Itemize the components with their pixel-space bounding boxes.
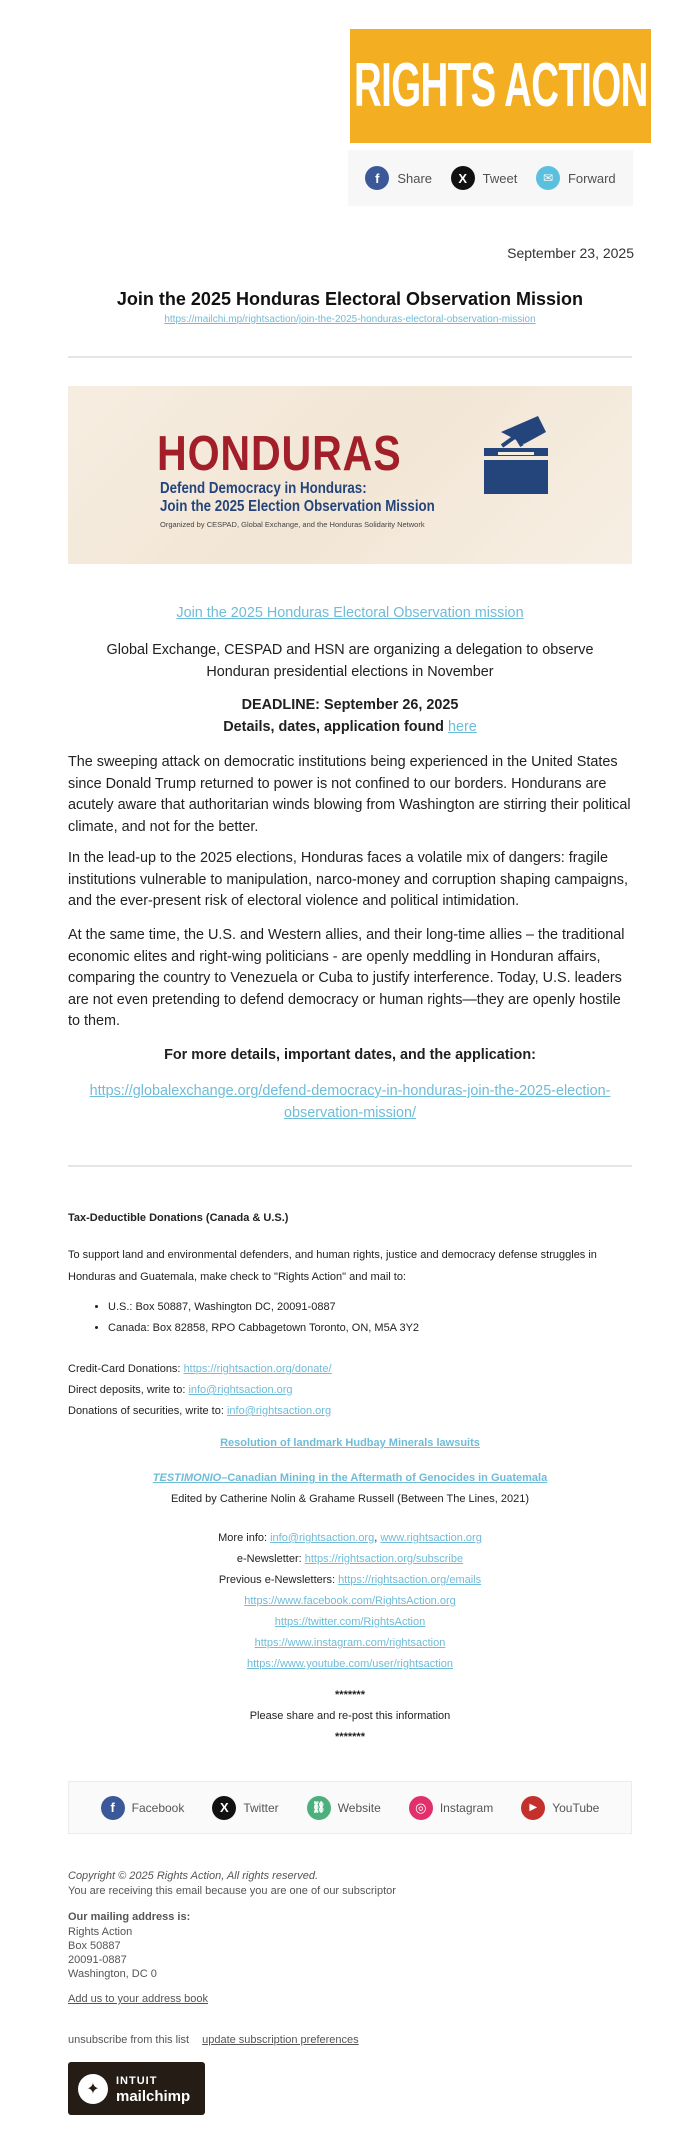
- address-line: Box 50887: [68, 1940, 121, 1952]
- mail-icon: ✉: [536, 166, 560, 190]
- intro-text: Global Exchange, CESPAD and HSN are organizing a delegation to observe Honduran presidential elections in November: [106, 642, 594, 680]
- email-title: Join the 2025 Honduras Electoral Observation Mission: [116, 289, 584, 309]
- info-email-link[interactable]: info@rightsaction.org: [270, 1532, 375, 1544]
- rights-action-logo[interactable]: [350, 29, 651, 143]
- intuit-text: INTUIT: [116, 2074, 158, 2087]
- cc-label: Credit-Card Donations:: [68, 1363, 184, 1375]
- copyright: Copyright © 2025 Rights Action, All rights reserved.: [68, 1870, 319, 1882]
- social-links-bar: [68, 1781, 632, 1834]
- mailchimp-wordmark: [116, 2074, 190, 2104]
- details-here-link[interactable]: here: [447, 719, 477, 735]
- address-line: Washington, DC 0: [68, 1968, 157, 1980]
- mailchimp-logo-icon: ✦: [78, 2074, 108, 2104]
- receiving-note: You are receiving this email because you are one of our subscriptor: [68, 1885, 396, 1897]
- share-facebook-button[interactable]: [365, 166, 432, 190]
- link-icon: ⛓: [307, 1796, 331, 1820]
- dd-label: Direct deposits, write to:: [68, 1384, 189, 1396]
- testimonio-link[interactable]: [153, 1472, 547, 1484]
- more-info-label: More info:: [218, 1532, 271, 1544]
- social-facebook[interactable]: [101, 1796, 185, 1820]
- securities-line: [68, 1401, 632, 1422]
- facebook-page-link[interactable]: https://www.facebook.com/RightsAction.org: [244, 1595, 456, 1607]
- update-preferences-link[interactable]: update subscription preferences: [202, 2034, 359, 2046]
- address-canada: • Canada: Box 82858, RPO Cabbagetown Toronto, ON, M5A 3Y2: [108, 1318, 672, 1339]
- twitter-page-link[interactable]: https://twitter.com/RightsAction: [274, 1616, 426, 1628]
- previous-newsletters-line: [68, 1570, 632, 1591]
- mailing-addresses: [68, 1297, 672, 1339]
- social-label: Twitter: [243, 1800, 279, 1815]
- details-prefix: Details, dates, application found: [223, 719, 448, 735]
- unsubscribe-link[interactable]: unsubscribe from this list: [68, 2034, 190, 2046]
- archive-link[interactable]: https://mailchi.mp/rightsaction/join-the-2025-honduras-electoral-observation-mission: [164, 314, 536, 325]
- paragraph-1: The sweeping attack on democratic institutions being experienced in the United States since Donald Trump returned to power is not confined to our borders. Hondurans are acutely aware that authoritarian winds blowing from Washington are stirring their political climate, and not for the better.: [68, 754, 631, 835]
- more-details-heading: For more details, important dates, and the application:: [164, 1047, 536, 1063]
- share-label: Share: [397, 170, 433, 186]
- enews-label: e-Newsletter:: [236, 1553, 305, 1565]
- mission-link[interactable]: Join the 2025 Honduras Electoral Observation mission: [176, 605, 524, 621]
- social-label: Instagram: [439, 1800, 494, 1815]
- more-info-block: [68, 1528, 632, 1675]
- banner-subtitle-line2: Join the 2025 Election Observation Mission: [160, 498, 435, 515]
- youtube-page-link[interactable]: https://www.youtube.com/user/rightsaction: [246, 1658, 454, 1670]
- banner-subtitle: [160, 480, 435, 516]
- address-us: • U.S.: Box 50887, Washington DC, 20091-0887: [108, 1297, 672, 1318]
- more-info-sep: ,: [374, 1532, 381, 1544]
- stars-divider: *******: [335, 1731, 365, 1743]
- dd-email-link[interactable]: info@rightsaction.org: [188, 1384, 293, 1396]
- banner-organizers: Organized by CESPAD, Global Exchange, and the Honduras Solidarity Network: [160, 520, 425, 529]
- mailchimp-text: mailchimp: [116, 2087, 191, 2105]
- logo-text: RIGHTS ACTION: [353, 51, 648, 120]
- paragraph-3: At the same time, the U.S. and Western allies, and their long-time allies – the traditional economic elites and right-wing politicians - are openly meddling in Honduran affairs, comparing the country to Venezuela or Cuba to justify interference. Today, U.S. leaders are not even pretending to defend democracy or human rights—they are openly hostile to them.: [68, 927, 625, 1029]
- deadline-text: DEADLINE: September 26, 2025: [241, 697, 459, 713]
- address-line: Rights Action: [68, 1926, 133, 1938]
- forward-label: Forward: [567, 170, 616, 186]
- share-note: Please share and re-post this information: [249, 1710, 451, 1722]
- share-forward-button[interactable]: [536, 166, 616, 190]
- sec-label: Donations of securities, write to:: [68, 1405, 227, 1417]
- subscribe-link[interactable]: https://rightsaction.org/subscribe: [304, 1553, 464, 1565]
- testimonio-em: TESTIMONIO: [152, 1472, 222, 1484]
- ballot-box-icon: [476, 414, 556, 494]
- instagram-icon: ◎: [409, 1796, 433, 1820]
- honduras-banner: [68, 386, 632, 564]
- globalexchange-link[interactable]: https://globalexchange.org/defend-democracy-in-honduras-join-the-2025-election-observation-mission/: [89, 1083, 611, 1121]
- x-icon: X: [212, 1796, 236, 1820]
- instagram-page-link[interactable]: https://www.instagram.com/rightsaction: [254, 1637, 446, 1649]
- paragraph-2: In the lead-up to the 2025 elections, Honduras faces a volatile mix of dangers: fragile institutions vulnerable to manipulation, narco-money and corruption shaping campaigns, and the ever-present risk of electoral violence and political intimidation.: [68, 850, 628, 909]
- banner-subtitle-line1: Defend Democracy in Honduras:: [160, 480, 367, 497]
- tweet-label: Tweet: [482, 170, 518, 186]
- youtube-icon: ▶: [521, 1796, 545, 1820]
- enewsletter-line: [68, 1549, 632, 1570]
- donations-heading: Tax-Deductible Donations (Canada & U.S.): [68, 1212, 289, 1224]
- website-link[interactable]: www.rightsaction.org: [380, 1532, 482, 1544]
- social-youtube[interactable]: [521, 1796, 599, 1820]
- x-icon: X: [451, 166, 475, 190]
- facebook-icon: f: [365, 166, 389, 190]
- divider: [68, 356, 632, 358]
- mailing-heading: Our mailing address is:: [68, 1911, 191, 1923]
- credit-card-line: [68, 1359, 632, 1380]
- donations-text: To support land and environmental defenders, and human rights, justice and democracy defense struggles in Honduras and Guatemala, make check to "Rights Action" and mail to:: [68, 1249, 597, 1283]
- sec-email-link[interactable]: info@rightsaction.org: [226, 1405, 332, 1417]
- donate-link[interactable]: https://rightsaction.org/donate/: [183, 1363, 332, 1375]
- share-tweet-button[interactable]: [451, 166, 518, 190]
- donation-methods: [68, 1359, 632, 1422]
- hudbay-link[interactable]: Resolution of landmark Hudbay Minerals lawsuits: [220, 1437, 480, 1449]
- more-info-line: [68, 1528, 632, 1549]
- add-address-book-link[interactable]: Add us to your address book: [68, 1993, 209, 2005]
- facebook-icon: f: [101, 1796, 125, 1820]
- emails-archive-link[interactable]: https://rightsaction.org/emails: [338, 1574, 482, 1586]
- social-twitter[interactable]: [212, 1796, 278, 1820]
- direct-deposit-line: [68, 1380, 632, 1401]
- details-line: [68, 719, 632, 735]
- mailing-address: [68, 1925, 632, 1981]
- social-label: Facebook: [131, 1800, 185, 1815]
- banner-honduras-word: HONDURAS: [157, 427, 402, 481]
- social-instagram[interactable]: [409, 1796, 493, 1820]
- prev-label: Previous e-Newsletters:: [218, 1574, 339, 1586]
- share-bar: [348, 150, 633, 206]
- social-label: YouTube: [552, 1800, 600, 1815]
- address-line: 20091-0887: [68, 1954, 127, 1966]
- email-date: September 23, 2025: [507, 245, 634, 261]
- mailchimp-badge[interactable]: [68, 2062, 205, 2115]
- social-label: Website: [337, 1800, 381, 1815]
- stars-divider: *******: [335, 1689, 365, 1701]
- social-website[interactable]: [307, 1796, 381, 1820]
- divider: [68, 1165, 632, 1167]
- testimonio-rest: –Canadian Mining in the Aftermath of Genocides in Guatemala: [221, 1472, 548, 1484]
- edited-by: Edited by Catherine Nolin & Grahame Russell (Between The Lines, 2021): [170, 1493, 530, 1505]
